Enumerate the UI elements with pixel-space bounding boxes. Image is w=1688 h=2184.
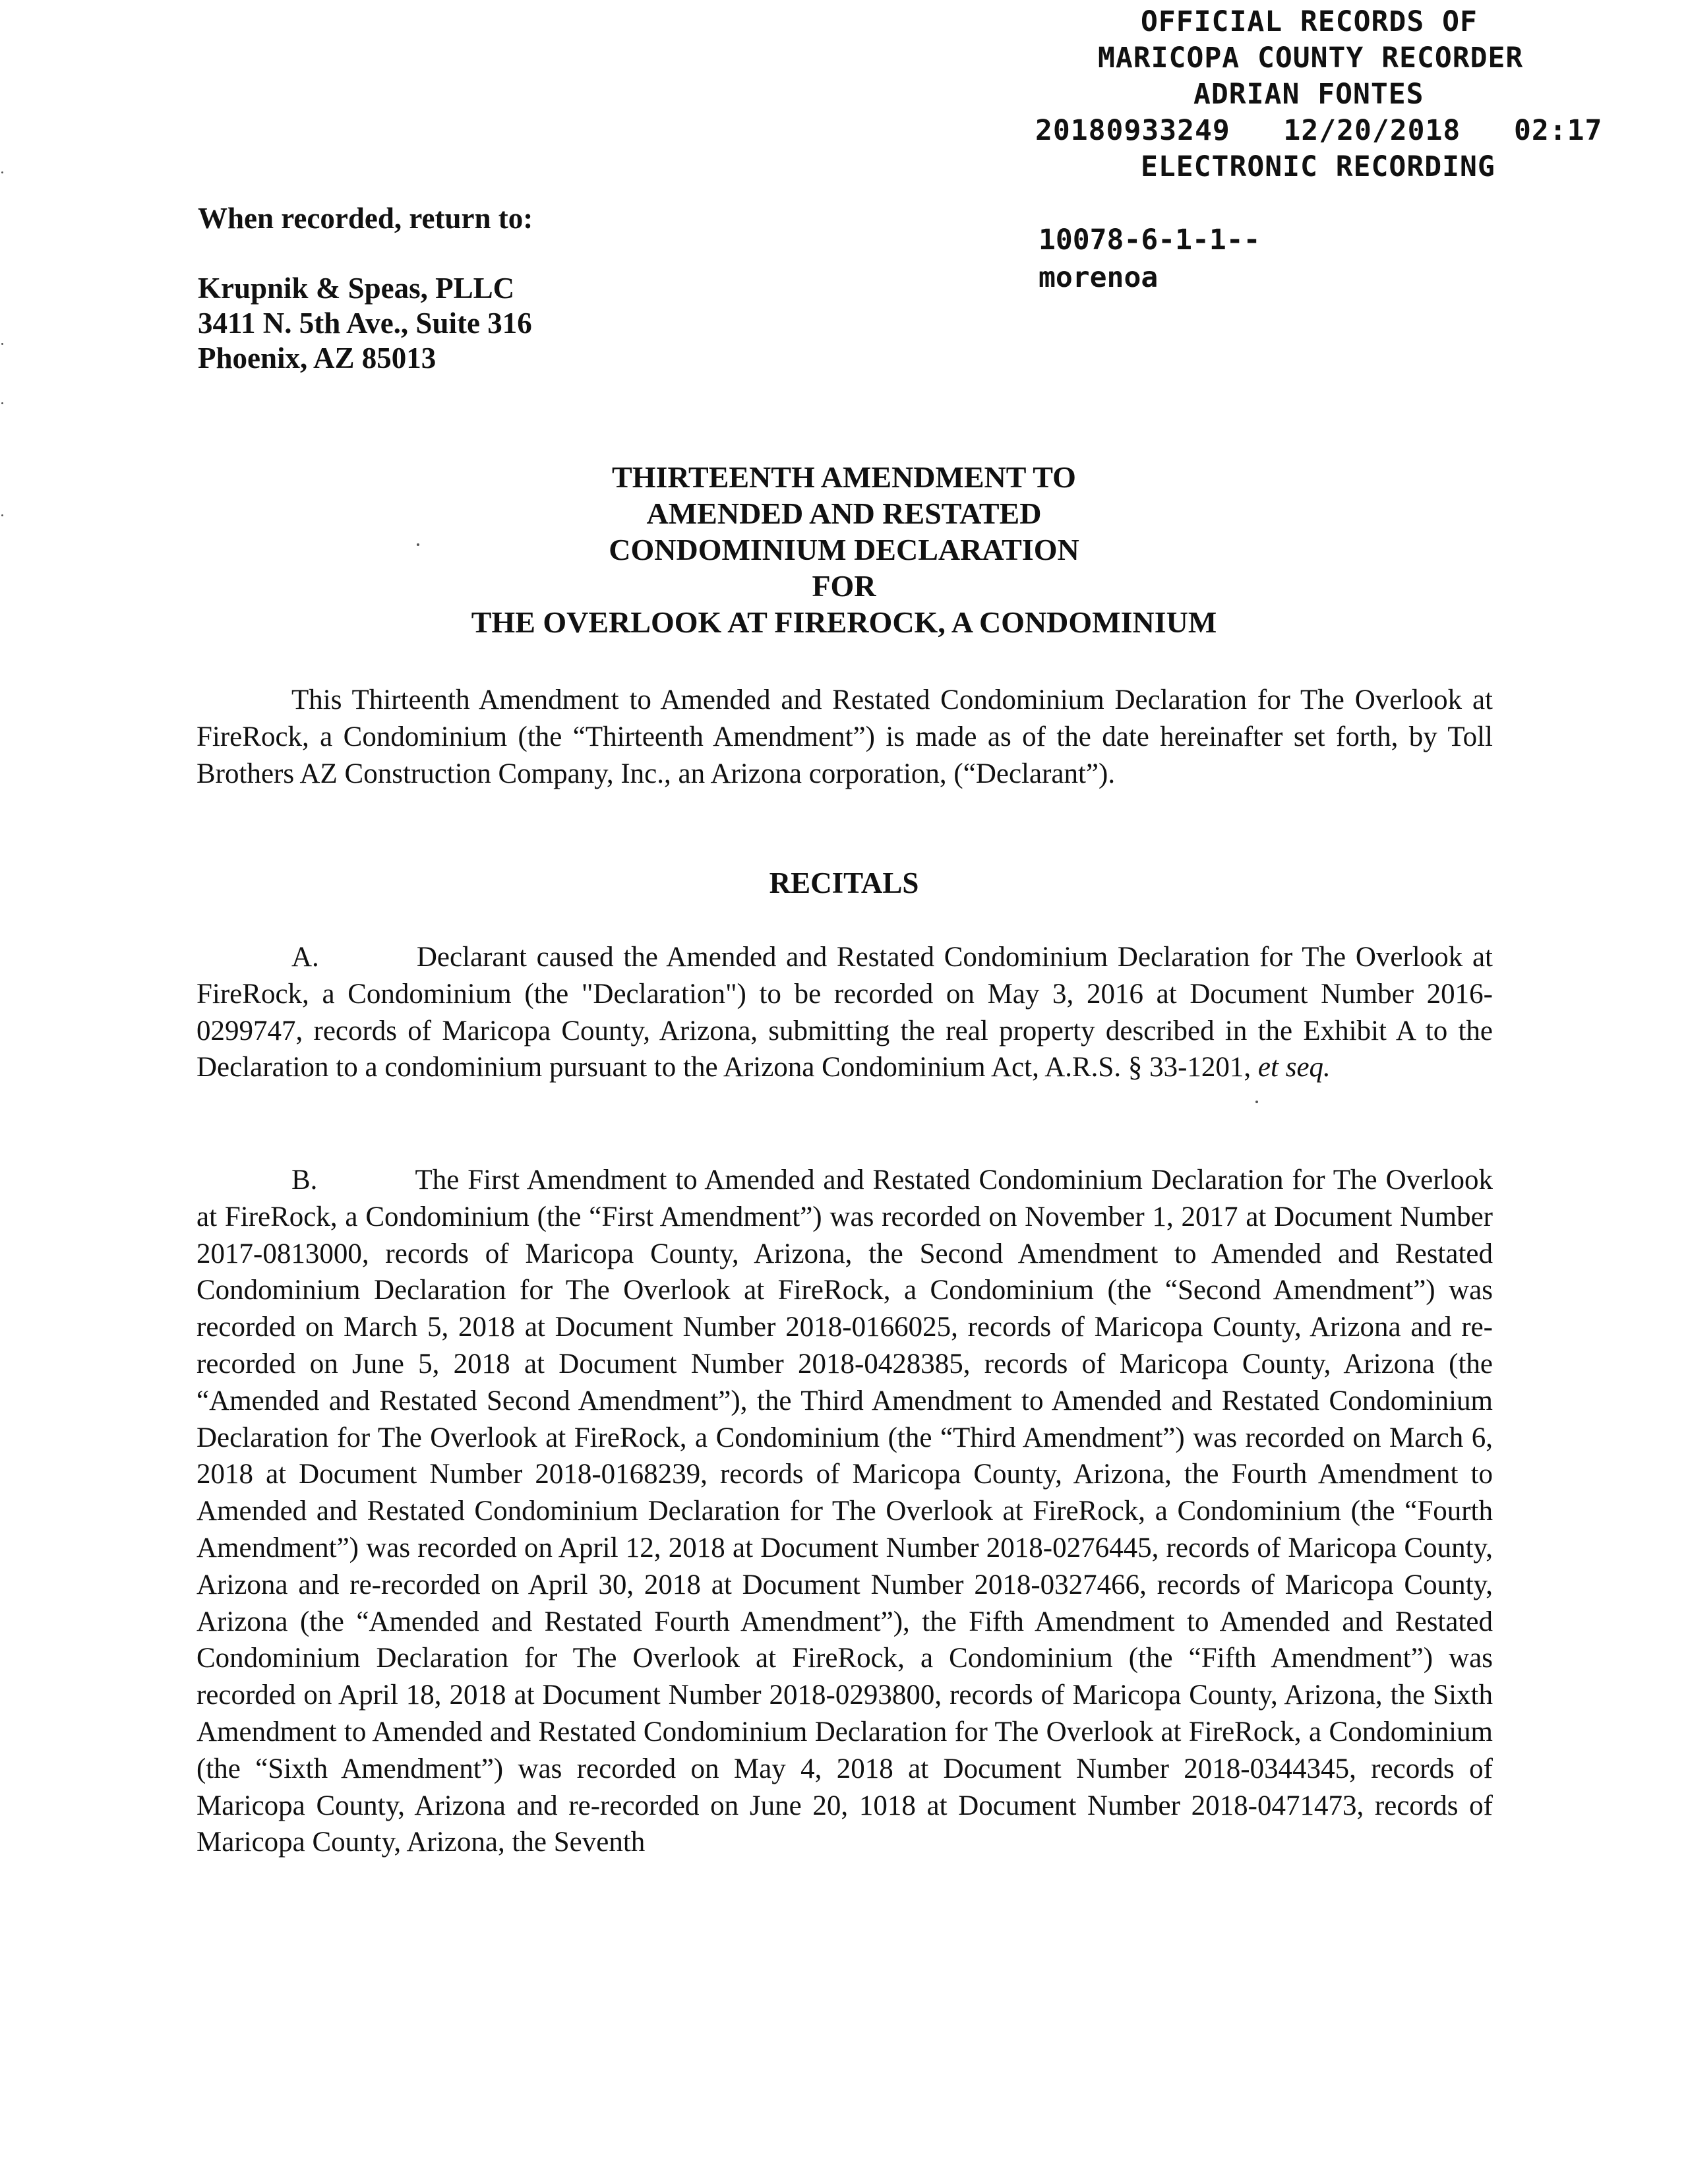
recital-a-italic: et seq. [1257,1052,1331,1083]
scan-speck [1,402,3,404]
recital-a-paragraph [196,939,1493,1086]
recording-stamp [1015,4,1675,185]
title-line-5: THE OVERLOOK AT FIREROCK, A CONDOMINIUM [471,605,1217,639]
return-heading: When recorded, return to: [198,202,533,235]
scan-speck [417,543,419,546]
recital-b-paragraph [196,1162,1493,1861]
recital-a-label: A. [291,942,319,973]
return-address-block [198,201,533,376]
filer-info [1039,222,1261,297]
stamp-line-4: 20180933249 12/20/2018 02:17 [1035,114,1603,147]
recital-b-text: The First Amendment to Amended and Restated Condominium Declaration for The Overlook at FireRock, a Condominium (the “First Amendment”) was recorded on November 1, 2017 at Document Number 2017-0813000, records of Maricopa County, Arizona, the Second Amendment to Amended and Restated Condominium Declaration for The Overlook at FireRock, a Condominium (the “Second Amendment”) was recorded on March 5, 2018 at Document Number 2018-0166025, records of Maricopa County, Arizona and re-recorded on June 5, 2018 at Document Number 2018-0428385, records of Maricopa County, Arizona (the “Amended and Restated Second Amendment”), the Third Amendment to Amended and Restated Condominium Declaration for The Overlook at FireRock, a Condominium (the “Third Amendment”) was recorded on March 6, 2018 at Document Number 2018-0168239, records of Maricopa County, Arizona, the Fourth Amendment to Amended and Restated Condominium Declaration for The Overlook at FireRock, a Condominium (the “Fourth Amendment”) was recorded on April 12, 2018 at Document Number 2018-0276445, records of Maricopa County, Arizona and re-recorded on April 30, 2018 at Document Number 2018-0327466, records of Maricopa County, Arizona (the “Amended and Restated Fourth Amendment”), the Fifth Amendment to Amended and Restated Condominium Declaration for The Overlook at FireRock, a Condominium (the “Fifth Amendment”) was recorded on April 18, 2018 at Document Number 2018-0293800, records of Maricopa County, Arizona, the Sixth Amendment to Amended and Restated Condominium Declaration for The Overlook at FireRock, a Condominium (the “Sixth Amendment”) was recorded on May 4, 2018 at Document Number 2018-0344345, records of Maricopa County, Arizona and re-recorded on June 20, 1018 at Document Number 2018-0471473, records of Maricopa County, Arizona, the Seventh [196,1165,1493,1858]
intro-paragraph: This Thirteenth Amendment to Amended and Restated Condominium Declaration for The Overlook at FireRock, a Condominium (the “Thirteenth Amendment”) is made as of the date hereinafter set forth, by Toll Brothers AZ Construction Company, Inc., an Arizona corporation, (“Declarant”). [196,684,1493,789]
stamp-line-3: ADRIAN FONTES [1193,78,1424,111]
recital-a-text: Declarant caused the Amended and Restated Condominium Declaration for The Overlook at FireRock, a Condominium (the "Declaration") to be recorded on May 3, 2016 at Document Number 2016-0299747, records of Maricopa County, Arizona, submitting the real property described in the Exhibit A to the Declaration to a condominium pursuant to the Arizona Condominium Act, A.R.S. § 33-1201, [196,942,1493,1083]
document-title [198,459,1490,640]
spacer [198,236,533,271]
recital-b-label: B. [291,1165,318,1196]
scan-speck [1,343,3,345]
return-address-line-1: 3411 N. 5th Ave., Suite 316 [198,307,532,340]
scan-speck [1,514,3,516]
title-line-1: THIRTEENTH AMENDMENT TO [612,460,1076,494]
stamp-line-2: MARICOPA COUNTY RECORDER [1098,42,1524,75]
recitals-heading: RECITALS [769,866,919,899]
title-line-4: FOR [812,569,876,603]
title-line-3: CONDOMINIUM DECLARATION [609,533,1079,566]
stamp-line-5: ELECTRONIC RECORDING [1141,150,1495,183]
return-firm: Krupnik & Speas, PLLC [198,272,515,305]
return-address-line-2: Phoenix, AZ 85013 [198,342,437,375]
filer-name: morenoa [1039,261,1159,294]
scan-speck [1,171,3,173]
filer-code: 10078-6-1-1-- [1039,224,1261,257]
stamp-line-1: OFFICIAL RECORDS OF [1141,5,1478,38]
title-line-2: AMENDED AND RESTATED [646,497,1042,530]
scan-speck [1255,1101,1258,1103]
